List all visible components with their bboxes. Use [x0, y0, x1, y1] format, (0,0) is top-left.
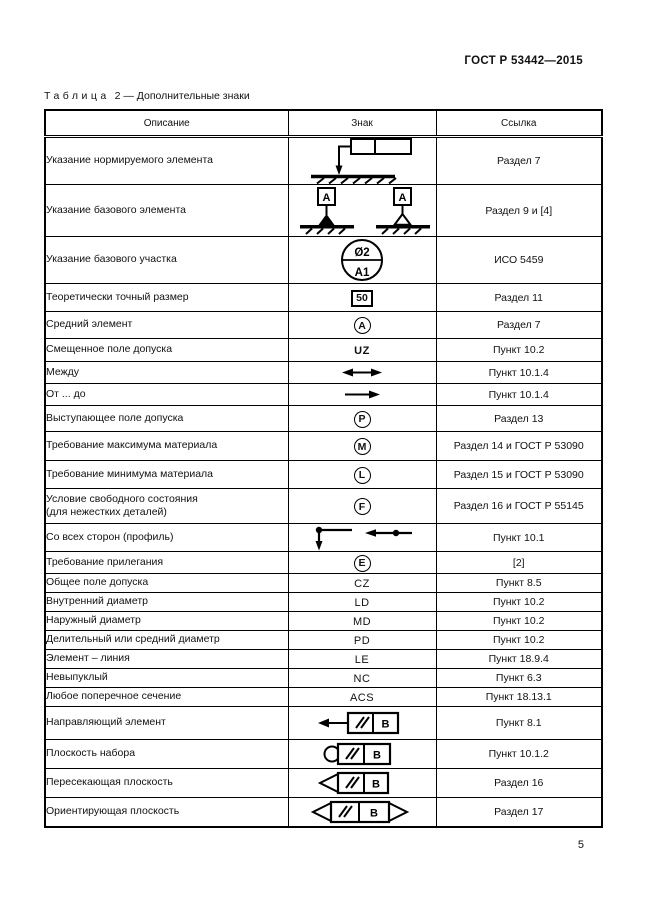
row-description: Плоскость набора: [45, 740, 288, 769]
row-description: Средний элемент: [45, 312, 288, 339]
svg-text:A: A: [398, 191, 407, 204]
symbol-cell: [288, 362, 436, 384]
table-row: [45, 432, 602, 461]
column-header-symbol: Знак: [288, 110, 436, 137]
row-description: [45, 489, 288, 524]
table-row: [45, 524, 602, 552]
row-description: Указание нормируемого элемента: [45, 137, 288, 185]
table-caption-title: 2 — Дополнительные знаки: [114, 90, 250, 102]
row-reference: Пункт 18.13.1: [436, 688, 602, 707]
pd-symbol: PD: [353, 635, 371, 647]
row-description: Со всех сторон (профиль): [45, 524, 288, 552]
row-description: Ориентирующая плоскость: [45, 798, 288, 827]
row-description: Внутренний диаметр: [45, 593, 288, 612]
symbol-cell: [288, 384, 436, 406]
boxed-dimension-icon: 50: [351, 290, 373, 308]
acs-symbol: ACS: [349, 692, 375, 704]
header-row: [45, 110, 602, 137]
table-row: [45, 185, 602, 237]
table-row: [45, 406, 602, 432]
row-description: Пересекающая плоскость: [45, 769, 288, 798]
symbol-cell: [288, 650, 436, 669]
symbol-cell: [288, 740, 436, 769]
table-row: [45, 650, 602, 669]
symbol-cell: [288, 688, 436, 707]
table-row: [45, 137, 602, 185]
symbol-cell: [288, 769, 436, 798]
svg-text:Ø2: Ø2: [354, 247, 370, 259]
row-reference: Пункт 18.9.4: [436, 650, 602, 669]
all-around-profile-icon: [310, 525, 414, 551]
row-description-line2: (для нежестких деталей): [46, 506, 167, 518]
le-symbol: LE: [354, 654, 370, 666]
nc-symbol: NC: [353, 673, 371, 685]
row-description: Наружный диаметр: [45, 612, 288, 631]
row-description: Направляющий элемент: [45, 707, 288, 740]
collection-plane-icon: [316, 742, 408, 766]
row-description: Общее поле допуска: [45, 574, 288, 593]
md-symbol: MD: [352, 616, 372, 628]
row-reference: Раздел 11: [436, 284, 602, 312]
symbol-cell: [288, 312, 436, 339]
circled-l-icon: L: [354, 467, 371, 484]
row-reference: Раздел 7: [436, 137, 602, 185]
symbol-cell: [288, 593, 436, 612]
right-arrow-icon: [343, 389, 381, 400]
ld-symbol: LD: [354, 597, 370, 609]
document-code: ГОСТ Р 53442—2015: [464, 55, 583, 67]
svg-text:A: A: [322, 191, 331, 204]
row-reference: Раздел 7: [436, 312, 602, 339]
between-arrow-icon: [341, 367, 383, 378]
table-row: [45, 461, 602, 489]
row-description: Любое поперечное сечение: [45, 688, 288, 707]
row-description: Выступающее поле допуска: [45, 406, 288, 432]
column-header-description: Описание: [45, 110, 288, 137]
table-row: [45, 631, 602, 650]
row-description: Теоретически точный размер: [45, 284, 288, 312]
table-row: [45, 798, 602, 827]
symbol-cell: [288, 406, 436, 432]
row-reference: Пункт 10.1: [436, 524, 602, 552]
row-reference: Пункт 10.1.4: [436, 384, 602, 406]
orientation-plane-icon: [309, 800, 415, 824]
row-reference: ИСО 5459: [436, 237, 602, 284]
page-number: 5: [577, 839, 584, 851]
table-row: [45, 362, 602, 384]
additional-signs-table: [44, 109, 603, 828]
intersection-plane-icon: [316, 771, 408, 795]
symbol-cell: [288, 669, 436, 688]
table-row: [45, 574, 602, 593]
svg-text:B: B: [372, 778, 380, 791]
datum-target-icon: [339, 238, 385, 282]
table-row: [45, 384, 602, 406]
row-description: Элемент – линия: [45, 650, 288, 669]
row-description-line1: Условие свободного состояния: [46, 492, 198, 505]
symbol-cell: [288, 137, 436, 185]
uz-symbol: UZ: [354, 345, 370, 357]
symbol-cell: [288, 798, 436, 827]
table-row: [45, 552, 602, 574]
table-row: [45, 312, 602, 339]
table-row: [45, 612, 602, 631]
table-row: [45, 284, 602, 312]
symbol-cell: [288, 432, 436, 461]
row-reference: Раздел 17: [436, 798, 602, 827]
row-reference: Пункт 8.1: [436, 707, 602, 740]
circled-m-icon: M: [354, 438, 371, 455]
table-row: [45, 593, 602, 612]
row-description: Невыпуклый: [45, 669, 288, 688]
row-reference: Раздел 14 и ГОСТ Р 53090: [436, 432, 602, 461]
cz-symbol: CZ: [354, 578, 370, 590]
symbol-cell: [288, 631, 436, 650]
symbol-cell: [288, 339, 436, 362]
symbol-cell: [288, 461, 436, 489]
table-caption-label: Таблица: [44, 90, 110, 102]
column-header-reference: Ссылка: [436, 110, 602, 137]
row-description: Требование прилегания: [45, 552, 288, 574]
row-description: От ... до: [45, 384, 288, 406]
symbol-cell: [288, 237, 436, 284]
row-reference: Пункт 8.5: [436, 574, 602, 593]
row-description: Требование минимума материала: [45, 461, 288, 489]
table-row: [45, 669, 602, 688]
row-reference: [2]: [436, 552, 602, 574]
circled-e-icon: E: [354, 555, 371, 572]
svg-text:A1: A1: [354, 267, 370, 279]
symbol-cell: [288, 489, 436, 524]
toleranced-feature-indication-icon: [307, 138, 417, 184]
row-description: Указание базового элемента: [45, 185, 288, 237]
symbol-cell: [288, 552, 436, 574]
symbol-cell: [288, 612, 436, 631]
direction-feature-icon: [312, 711, 412, 735]
table-row: [45, 769, 602, 798]
row-reference: Раздел 16 и ГОСТ Р 55145: [436, 489, 602, 524]
symbol-cell: [288, 524, 436, 552]
symbol-cell: [288, 284, 436, 312]
datum-feature-indication-icon: [292, 187, 432, 235]
symbol-cell: [288, 574, 436, 593]
row-description: Указание базового участка: [45, 237, 288, 284]
row-reference: Раздел 13: [436, 406, 602, 432]
table-row: [45, 237, 602, 284]
row-reference: Пункт 6.3: [436, 669, 602, 688]
table-row: [45, 688, 602, 707]
row-reference: Пункт 10.1.4: [436, 362, 602, 384]
circled-p-icon: P: [354, 411, 371, 428]
row-description: Смещенное поле допуска: [45, 339, 288, 362]
row-reference: Раздел 15 и ГОСТ Р 53090: [436, 461, 602, 489]
row-reference: Пункт 10.2: [436, 631, 602, 650]
table-row: [45, 339, 602, 362]
table-caption: [44, 90, 250, 102]
row-reference: Пункт 10.2: [436, 612, 602, 631]
symbol-cell: [288, 707, 436, 740]
row-description: Требование максимума материала: [45, 432, 288, 461]
table-row: [45, 489, 602, 524]
row-reference: Раздел 16: [436, 769, 602, 798]
circled-a-icon: A: [354, 317, 371, 334]
circled-f-icon: F: [354, 498, 371, 515]
row-reference: Раздел 9 и [4]: [436, 185, 602, 237]
row-reference: Пункт 10.2: [436, 593, 602, 612]
row-reference: Пункт 10.1.2: [436, 740, 602, 769]
svg-text:B: B: [373, 749, 381, 762]
row-description: Делительный или средний диаметр: [45, 631, 288, 650]
svg-text:B: B: [370, 807, 378, 820]
table-row: [45, 707, 602, 740]
row-reference: Пункт 10.2: [436, 339, 602, 362]
row-description: Между: [45, 362, 288, 384]
svg-text:B: B: [381, 718, 390, 731]
table-row: [45, 740, 602, 769]
symbol-cell: [288, 185, 436, 237]
